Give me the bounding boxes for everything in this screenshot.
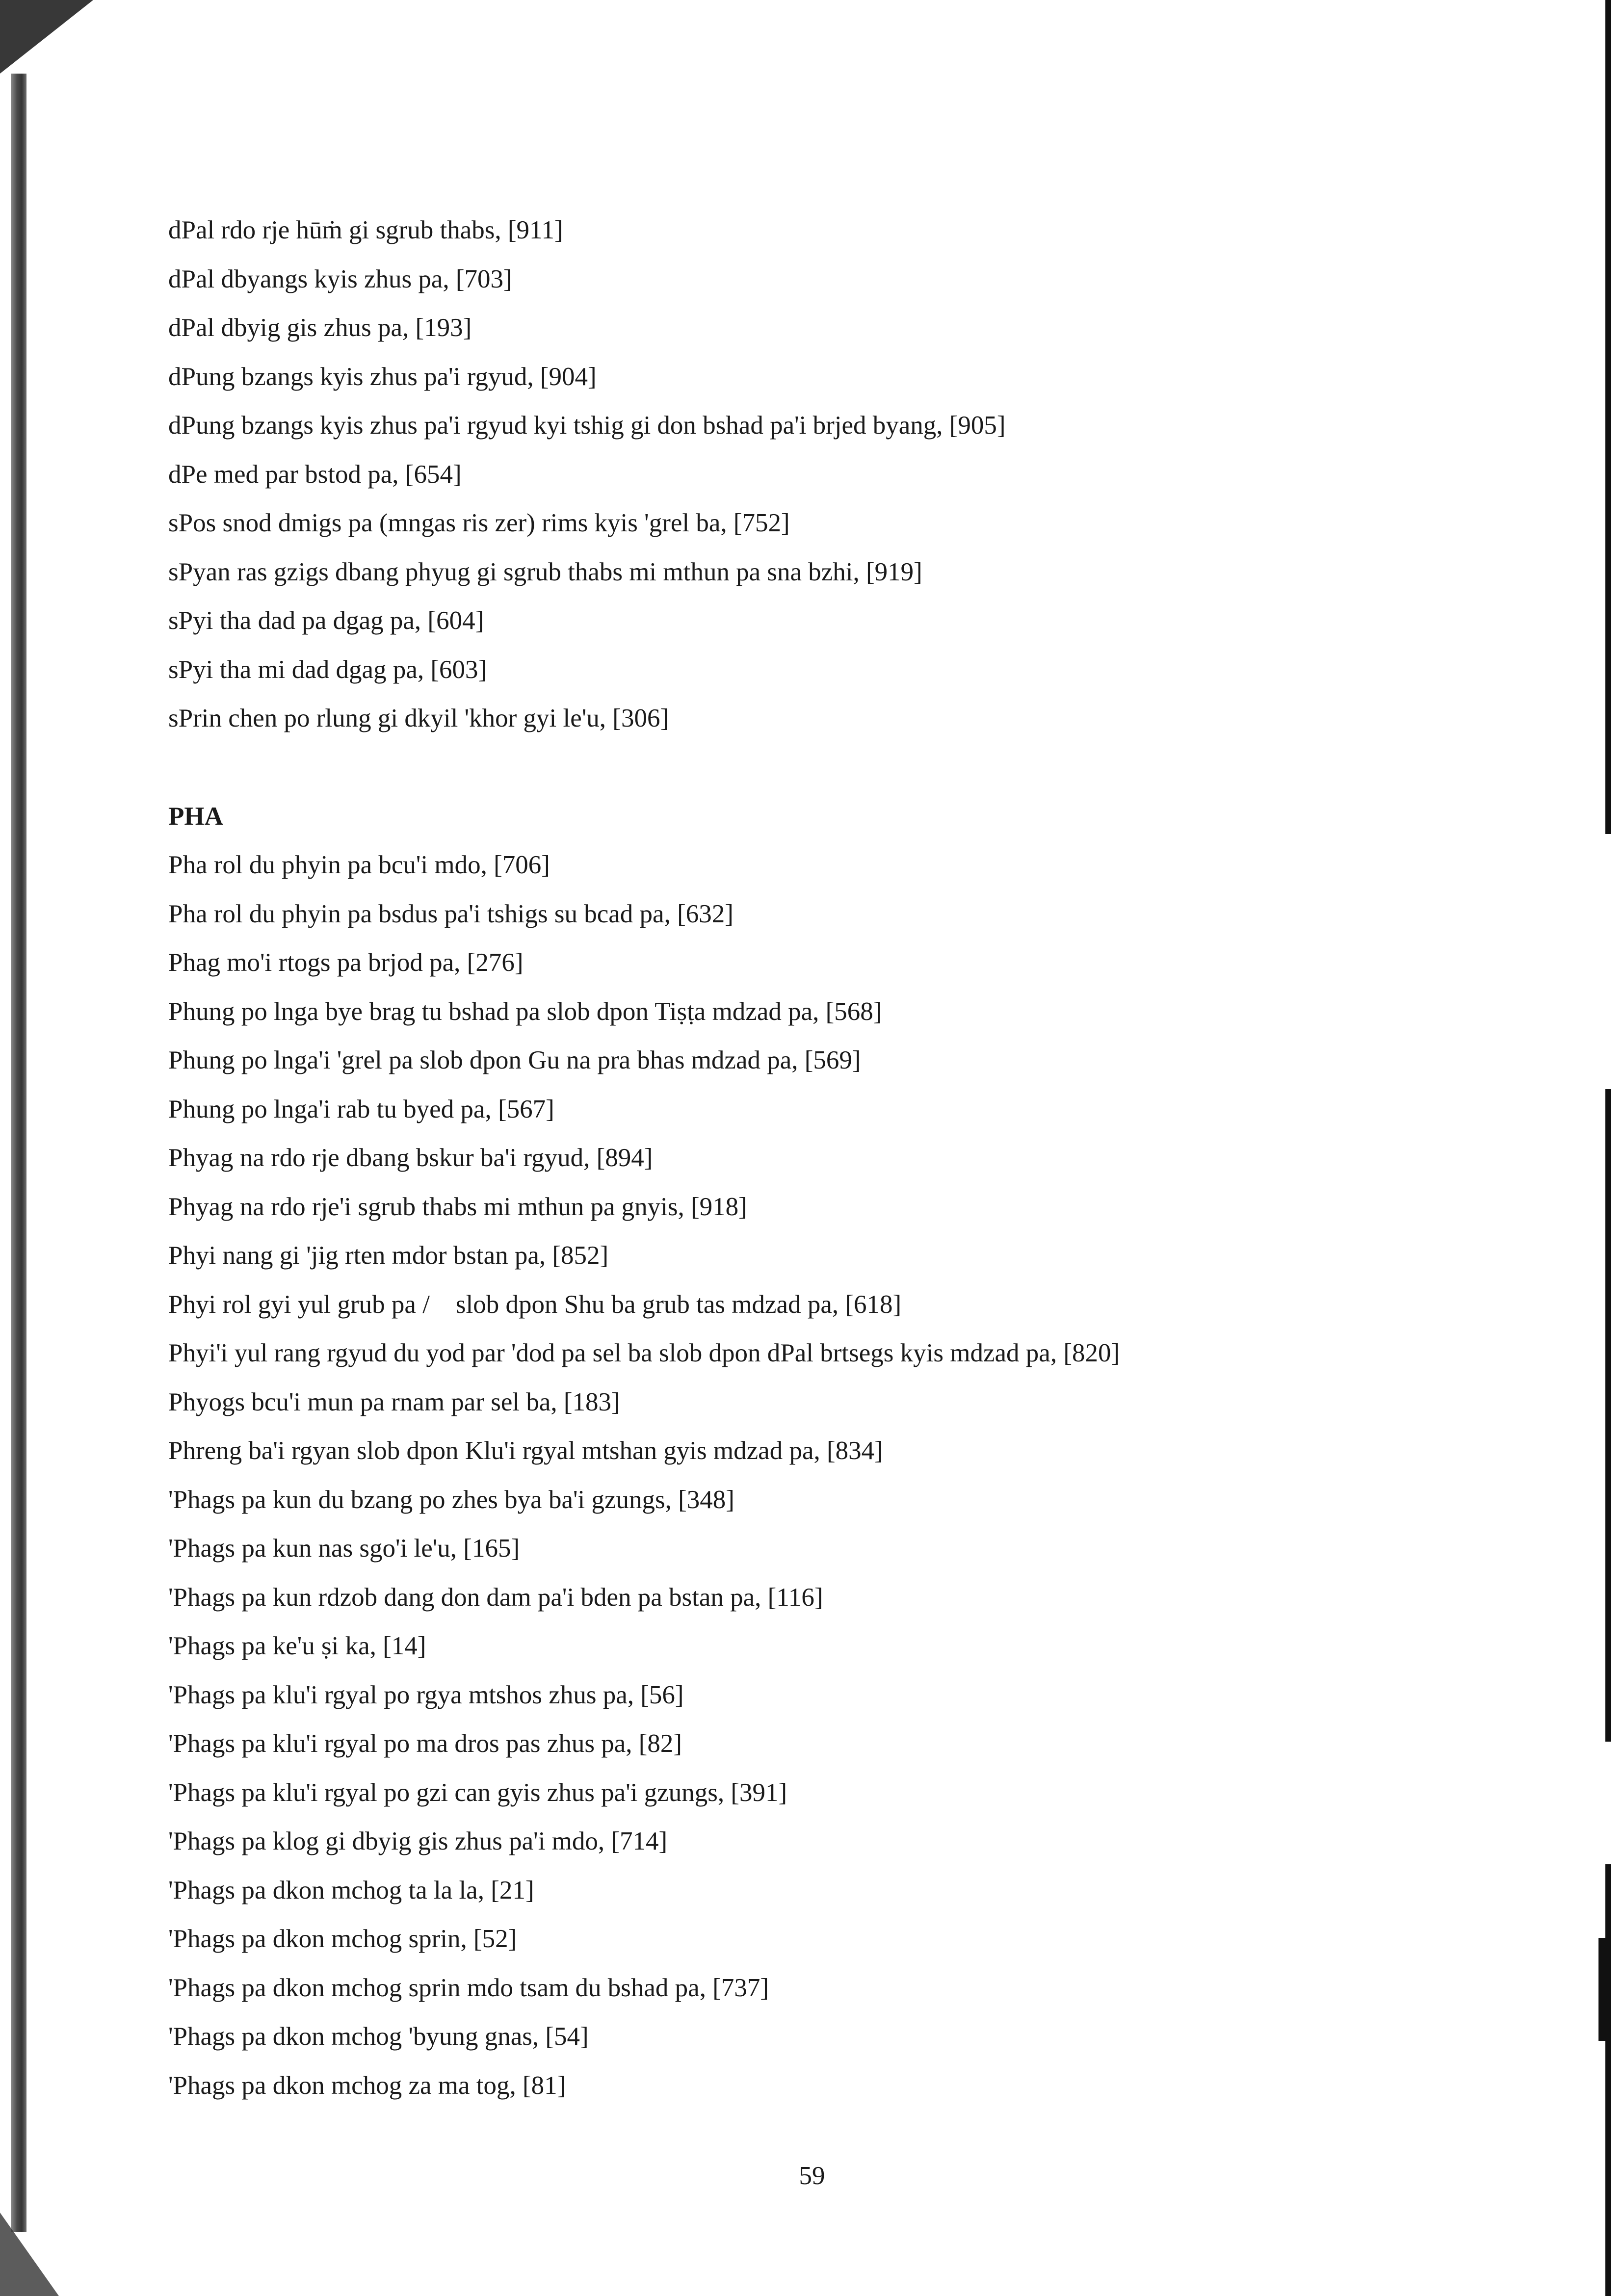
index-entry: Phyag na rdo rje dbang bskur ba'i rgyud, [894] — [168, 1144, 653, 1172]
scan-edge-right-gap — [1605, 834, 1611, 1089]
index-entry: sPos snod dmigs pa (mngas ris zer) rims kyis 'grel ba, [752] — [168, 509, 790, 537]
index-entry: sPyi tha dad pa dgag pa, [604] — [168, 606, 484, 635]
index-entry: sPyan ras gzigs dbang phyug gi sgrub thabs mi mthun pa sna bzhi, [919] — [168, 557, 922, 586]
scan-corner-top — [0, 0, 93, 74]
index-entry: Phyi nang gi 'jig rten mdor bstan pa, [852] — [168, 1241, 609, 1270]
page-number: 59 — [799, 2162, 825, 2190]
index-entry: Phyi'i yul rang rgyud du yod par 'dod pa sel ba slob dpon dPal brtsegs kyis mdzad pa, [820] — [168, 1339, 1120, 1367]
index-content — [168, 206, 1572, 2110]
index-entry: Pha rol du phyin pa bsdus pa'i tshigs su bcad pa, [632] — [168, 899, 733, 928]
entry-list-continued — [168, 206, 1572, 743]
index-entry: Phung po lnga'i rab tu byed pa, [567] — [168, 1095, 554, 1123]
index-entry: 'Phags pa klu'i rgyal po rgya mtshos zhus pa, [56] — [168, 1680, 684, 1709]
index-entry: 'Phags pa dkon mchog ta la la, [21] — [168, 1876, 534, 1905]
index-entry: 'Phags pa dkon mchog za ma tog, [81] — [168, 2071, 566, 2100]
index-entry: dPal dbyig gis zhus pa, [193] — [168, 313, 472, 342]
section-heading: PHA — [168, 802, 223, 831]
index-entry: 'Phags pa kun rdzob dang don dam pa'i bden pa bstan pa, [116] — [168, 1583, 823, 1612]
index-entry: dPal rdo rje hūṁ gi sgrub thabs, [911] — [168, 216, 563, 244]
entry-list-pha — [168, 841, 1572, 2110]
index-entry: Phreng ba'i rgyan slob dpon Klu'i rgyal mtshan gyis mdzad pa, [834] — [168, 1436, 883, 1465]
scan-edge-left — [0, 0, 34, 2296]
index-entry: 'Phags pa klu'i rgyal po ma dros pas zhus pa, [82] — [168, 1729, 682, 1758]
index-entry: Phyag na rdo rje'i sgrub thabs mi mthun pa gnyis, [918] — [168, 1192, 747, 1221]
scan-edge-right-mark — [1598, 1938, 1611, 2041]
index-entry: Phung po lnga bye brag tu bshad pa slob dpon Tiṣṭa mdzad pa, [568] — [168, 997, 882, 1026]
index-entry: 'Phags pa kun nas sgo'i le'u, [165] — [168, 1534, 520, 1563]
scan-binding-shadow — [11, 74, 26, 2232]
index-entry: 'Phags pa ke'u ṣi ka, [14] — [168, 1632, 426, 1660]
index-entry: Phag mo'i rtogs pa brjod pa, [276] — [168, 948, 524, 977]
index-entry: dPe med par bstod pa, [654] — [168, 460, 462, 489]
scan-corner-bottom — [0, 2213, 59, 2296]
index-entry: 'Phags pa dkon mchog sprin mdo tsam du bshad pa, [737] — [168, 1973, 769, 2002]
index-entry: Phyi rol gyi yul grub pa / slob dpon Shu ba grub tas mdzad pa, [618] — [168, 1290, 902, 1319]
index-entry: 'Phags pa dkon mchog 'byung gnas, [54] — [168, 2022, 589, 2051]
index-entry: 'Phags pa klog gi dbyig gis zhus pa'i mdo, [714] — [168, 1827, 668, 1855]
index-entry: Pha rol du phyin pa bcu'i mdo, [706] — [168, 851, 550, 879]
index-entry: Phyogs bcu'i mun pa rnam par sel ba, [183] — [168, 1387, 620, 1416]
index-entry: dPung bzangs kyis zhus pa'i rgyud kyi tshig gi don bshad pa'i brjed byang, [905] — [168, 411, 1006, 440]
index-entry: sPyi tha mi dad dgag pa, [603] — [168, 655, 487, 684]
index-entry: sPrin chen po rlung gi dkyil 'khor gyi le'u, [306] — [168, 704, 669, 732]
index-entry: Phung po lnga'i 'grel pa slob dpon Gu na pra bhas mdzad pa, [569] — [168, 1046, 861, 1074]
index-entry: dPung bzangs kyis zhus pa'i rgyud, [904] — [168, 362, 597, 391]
index-entry: 'Phags pa dkon mchog sprin, [52] — [168, 1925, 517, 1953]
scan-edge-right-gap — [1605, 1742, 1611, 1864]
index-entry: 'Phags pa klu'i rgyal po gzi can gyis zhus pa'i gzungs, [391] — [168, 1778, 787, 1807]
index-entry: dPal dbyangs kyis zhus pa, [703] — [168, 264, 512, 293]
index-entry: 'Phags pa kun du bzang po zhes bya ba'i gzungs, [348] — [168, 1485, 734, 1514]
